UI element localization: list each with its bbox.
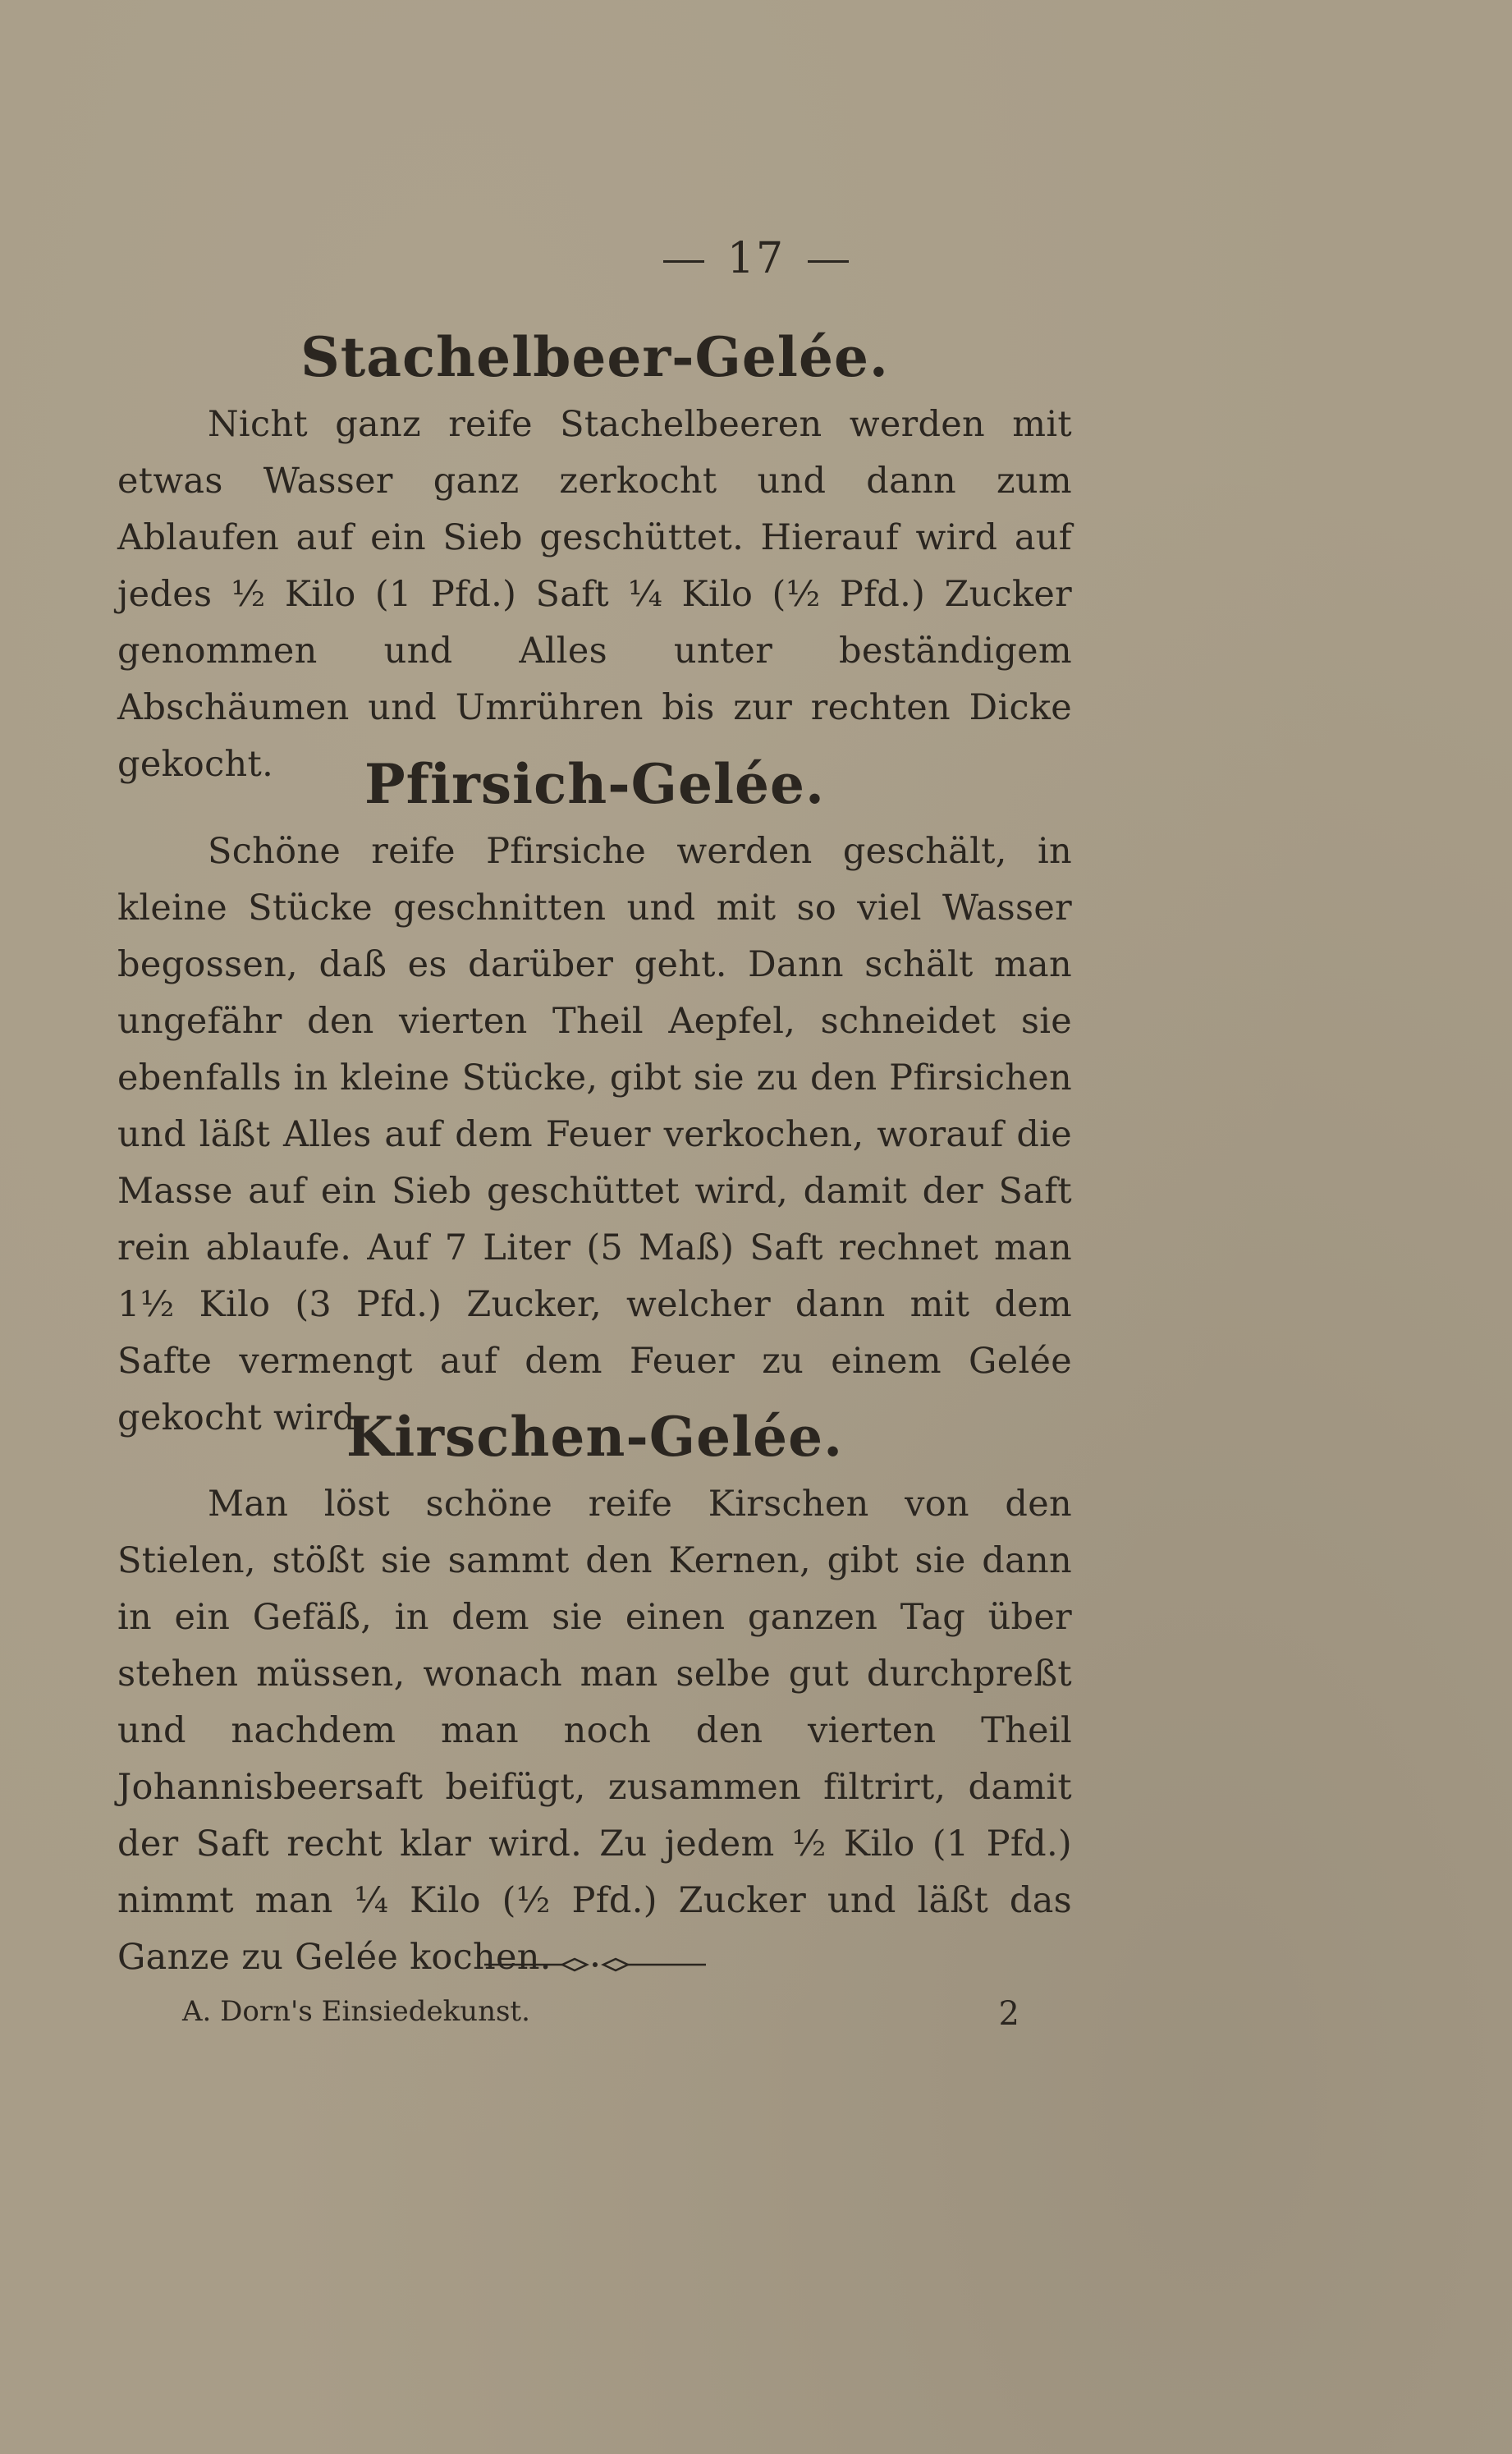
recipe-kirschen xyxy=(117,1404,1072,1986)
page-number: 17 xyxy=(726,234,786,283)
recipe-pfirsich xyxy=(117,751,1072,1447)
signature-number: 2 xyxy=(998,1995,1019,2033)
recipe-stachelbeer xyxy=(117,324,1072,793)
dash-right xyxy=(808,260,849,263)
recipe-title: Stachelbeer-Gelée. xyxy=(300,325,889,389)
recipe-title: Pfirsich-Gelée. xyxy=(364,752,826,816)
dash-left xyxy=(663,260,704,263)
recipe-text: Schöne reife Pfirsiche werden geschält, in kleine Stücke geschnitten und mit so viel Wasser begossen, daß es darüber geht. Dann schält man ungefähr den vierten Theil Aepfel, schneidet sie ebenfalls in kleine Stücke, gibt sie zu den Pfirsichen und läßt Alles auf dem Feuer verkochen, worauf die Masse auf ein Sieb geschüttet wird, damit der Saft rein ablaufe. Auf 7 Liter (5 Maß) Saft rechnet man 1½ Kilo (3 Pfd.) Zucker, welcher dann mit dem Safte vermengt auf dem Feuer zu einem Gelée gekocht wird. xyxy=(117,831,1072,1438)
recipe-text: Nicht ganz reife Stachelbeeren werden mit etwas Wasser ganz zerkocht und dann zum Ablaufen auf ein Sieb geschüttet. Hierauf wird auf jedes ½ Kilo (1 Pfd.) Saft ¼ Kilo (½ Pfd.) Zucker genommen und Alles unter beständigem Abschäumen und Umrühren bis zur rechten Dicke gekocht. xyxy=(117,404,1072,785)
ornament-divider xyxy=(484,1952,706,1977)
recipe-text: Man löst schöne reife Kirschen von den Stielen, stößt sie sammt den Kernen, gibt sie dann in ein Gefäß, in dem sie einen ganzen Tag über stehen müssen, wonach man selbe gut durchpreßt und nachdem man noch den vierten Theil Johannisbeersaft beifügt, zusammen filtrirt, damit der Saft recht klar wird. Zu jedem ½ Kilo (1 Pfd.) nimmt man ¼ Kilo (½ Pfd.) Zucker und läßt das Ganze zu Gelée kochen. xyxy=(117,1484,1072,1978)
book-title-signature: A. Dorn's Einsiedekunst. xyxy=(182,1995,530,2028)
page-number-header xyxy=(0,234,1512,283)
recipe-title: Kirschen-Gelée. xyxy=(346,1405,844,1469)
